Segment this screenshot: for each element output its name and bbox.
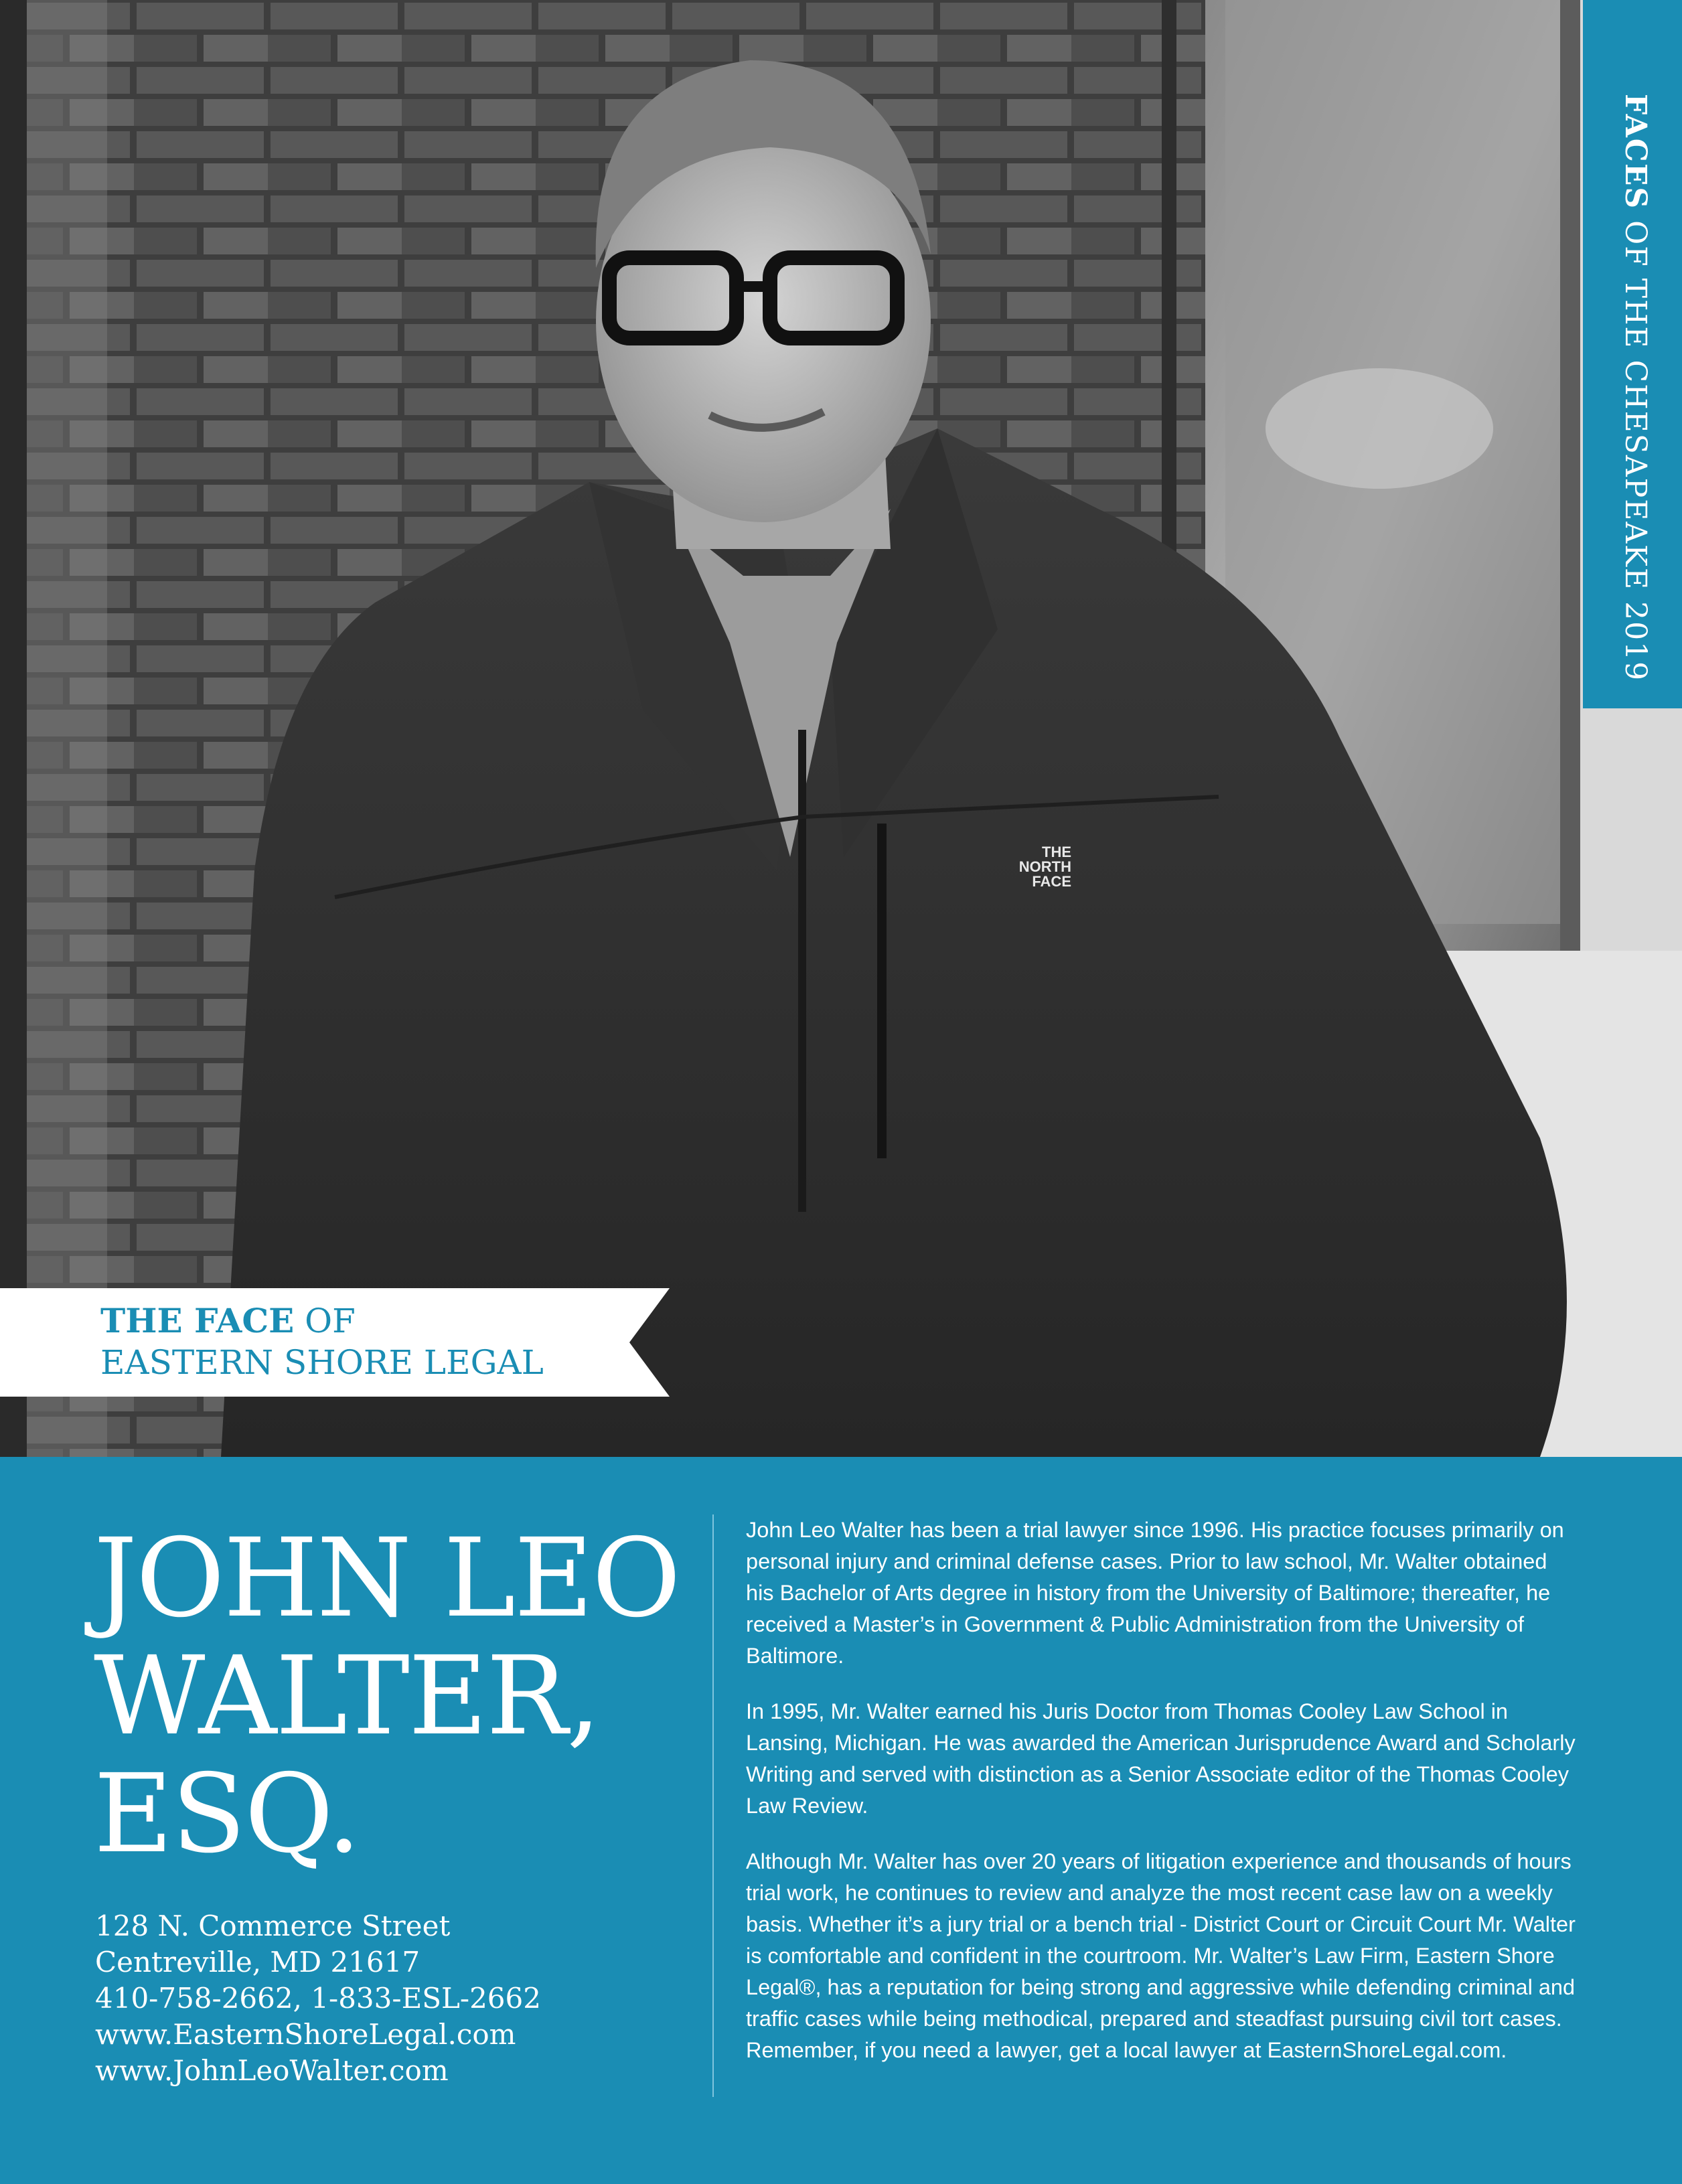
bio-paragraph-1: John Leo Walter has been a trial lawyer since 1996. His practice focuses primarily on personal injury and criminal defense cases. Prior to law school, Mr. Walter obtained his Bachelor of Arts degree in history from the University of Baltimore; thereafter, he received a Master’s in Government & Public Administration from the University of Baltimore. xyxy=(746,1518,1564,1668)
name-line1: JOHN LEO xyxy=(94,1516,680,1642)
bio-paragraph-2: In 1995, Mr. Walter earned his Juris Doctor from Thomas Cooley Law School in Lansing, Michigan. He was awarded the American Jurisprudence Award and Scholarly Writing and served with distinction as a Senior Associate editor of the Thomas Cooley Law Review. xyxy=(746,1699,1576,1818)
ribbon-rest: OF xyxy=(294,1302,356,1340)
column-divider xyxy=(712,1514,714,2097)
ribbon-text xyxy=(100,1300,544,1383)
person-name xyxy=(94,1516,696,1877)
name-line2: WALTER, xyxy=(94,1634,600,1760)
faces-banner xyxy=(1583,0,1682,708)
faces-banner-rest: OF THE CHESAPEAKE 2019 xyxy=(1618,210,1653,682)
jacket-logo xyxy=(998,845,1071,889)
jacket-logo-line2: NORTH xyxy=(1018,858,1071,875)
website-link-2[interactable]: www.JohnLeoWalter.com xyxy=(95,2054,449,2087)
ribbon-label xyxy=(0,1288,670,1397)
ribbon-bold: THE FACE xyxy=(100,1301,295,1340)
contact-block xyxy=(95,1908,698,2089)
bio-text xyxy=(746,1514,1576,2090)
website-link-1[interactable]: www.EasternShoreLegal.com xyxy=(95,2018,516,2051)
phone: 410-758-2662, 1-833-ESL-2662 xyxy=(95,1982,541,2015)
jacket-logo-line1: THE xyxy=(1042,844,1071,860)
name-line3: ESQ. xyxy=(94,1751,360,1877)
faces-banner-text xyxy=(1618,94,1653,682)
city: Centreville, MD 21617 xyxy=(95,1946,420,1978)
ribbon-line2: EASTERN SHORE LEGAL xyxy=(100,1343,544,1382)
address: 128 N. Commerce Street xyxy=(95,1909,451,1942)
faces-banner-bold: FACES xyxy=(1618,94,1653,210)
bio-paragraph-3: Although Mr. Walter has over 20 years of litigation experience and thousands of hours trial work, he continues to review and analyze the most recent case law on a weekly basis. Whether it’s a jury trial or a bench trial - District Court or Circuit Court Mr. Walter is comfortable and confident in the courtroom. Mr. Walter’s Law Firm, Eastern Shore Legal®, has a reputation for being strong and aggressive while defending criminal and traffic cases while being methodical, prepared and steadfast pursuing civil tort cases. Remember, if you need a lawyer, get a local lawyer at EasternShoreLegal.com. xyxy=(746,1849,1576,2062)
jacket-logo-line3: FACE xyxy=(1032,873,1071,890)
